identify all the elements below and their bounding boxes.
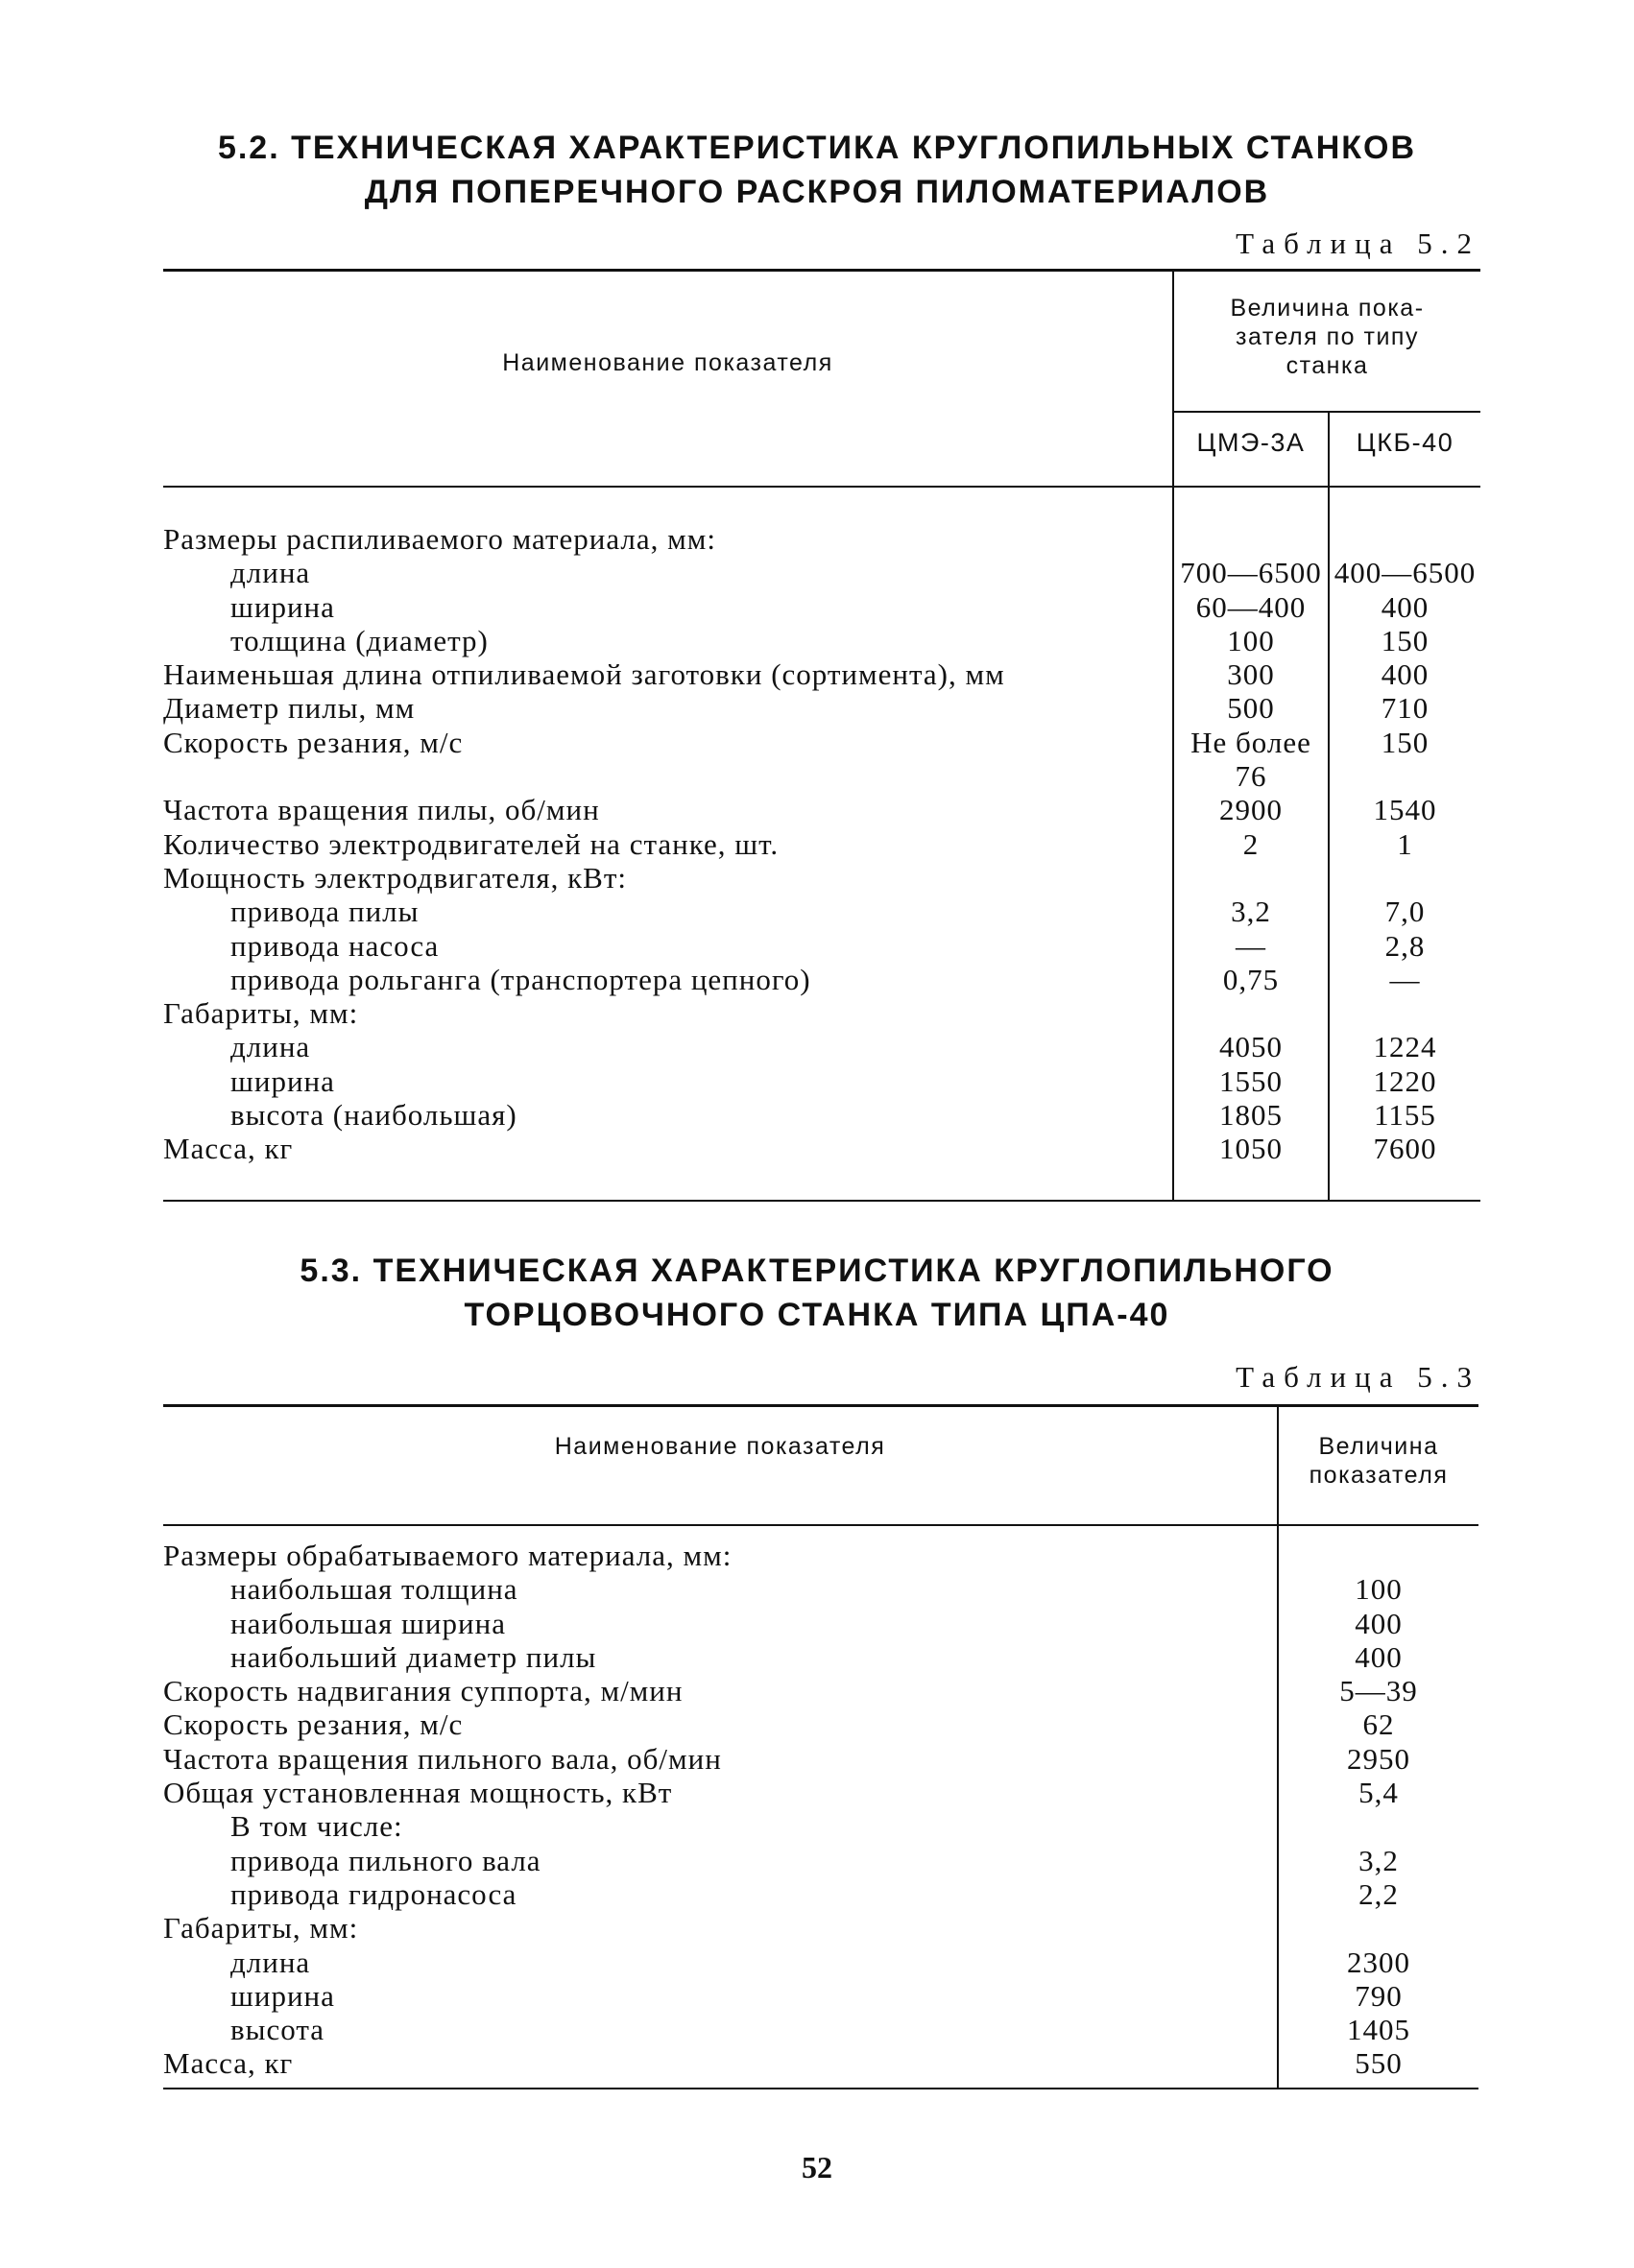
table-row [163, 1674, 1478, 1707]
row-label: Количество электродвигателей на станке, шт. [163, 826, 780, 861]
row-label: Скорость резания, м/с [163, 725, 464, 759]
row-value: 100 [1355, 1572, 1403, 1607]
row-label: привода пильного вала [230, 1843, 541, 1877]
row-value-cmz3a: 2 [1242, 826, 1260, 861]
row-value-cmz3a: — [1236, 928, 1266, 963]
table-52-header-value-line: зателя по типу [1236, 323, 1419, 350]
row-value-ckb40: 400 [1381, 657, 1430, 692]
table-row [163, 1098, 1480, 1132]
row-value: 400 [1355, 1639, 1403, 1674]
row-value-ckb40: 1224 [1373, 1030, 1437, 1064]
row-label: длина [230, 556, 311, 590]
row-label: привода рольганга (транспортера цепного) [230, 962, 811, 996]
table-row [163, 1844, 1478, 1877]
table-row [163, 624, 1480, 657]
row-label: Размеры обрабатываемого материала, мм: [163, 1539, 733, 1572]
table-row [163, 827, 1480, 861]
table-row [163, 1030, 1480, 1063]
table-row [163, 1707, 1478, 1741]
row-label: высота (наибольшая) [230, 1098, 517, 1133]
table-row [163, 759, 1480, 793]
row-label: наибольшая ширина [230, 1606, 506, 1640]
row-value-cmz3a: 100 [1227, 623, 1275, 657]
table-52-top-rule [163, 269, 1480, 272]
table-52-header-name: Наименование показателя [502, 349, 833, 376]
row-label: Наименьшая длина отпиливаемой заготовки (сортимента), мм [163, 657, 1005, 692]
row-value: 2950 [1347, 1741, 1410, 1776]
table-53-top-rule [163, 1404, 1478, 1407]
table-53-header-value [1279, 1432, 1478, 1490]
table-row [163, 861, 1480, 895]
row-value-ckb40: 2,8 [1384, 928, 1426, 963]
table-row [163, 726, 1480, 759]
table-row [163, 1809, 1478, 1843]
row-label: Частота вращения пильного вала, об/мин [163, 1741, 722, 1776]
table-row [163, 1132, 1480, 1165]
row-label: высота [230, 2013, 325, 2047]
section-52-heading-line2: ДЛЯ ПОПЕРЕЧНОГО РАСКРОЯ ПИЛОМАТЕРИАЛОВ [364, 174, 1270, 210]
row-value-cmz3a: 1050 [1219, 1132, 1283, 1166]
table-53-body [163, 1539, 1478, 2081]
row-value-ckb40: 1540 [1373, 793, 1437, 827]
row-label: длина [230, 1945, 311, 1979]
table-row [163, 522, 1480, 556]
table-52-header-value [1174, 294, 1480, 380]
section-53-heading-line1: 5.3. ТЕХНИЧЕСКАЯ ХАРАКТЕРИСТИКА КРУГЛОПИЛЬНОГО [300, 1253, 1334, 1289]
row-value-ckb40: 400—6500 [1334, 556, 1477, 590]
table-53-header-value-line: Величина [1318, 1433, 1439, 1460]
row-value-cmz3a: 1805 [1219, 1098, 1283, 1133]
row-value: 3,2 [1358, 1843, 1399, 1877]
row-value-cmz3a: 500 [1227, 691, 1275, 726]
row-value-cmz3a: 700—6500 [1180, 556, 1322, 590]
row-label: Скорость надвигания суппорта, м/мин [163, 1674, 684, 1708]
row-label: Габариты, мм: [163, 996, 359, 1031]
row-label: толщина (диаметр) [230, 623, 489, 657]
table-52-header-value-line: станка [1286, 352, 1369, 379]
row-label: Частота вращения пилы, об/мин [163, 793, 600, 827]
row-label: Масса, кг [163, 2046, 294, 2081]
table-row [163, 793, 1480, 826]
table-52-body [163, 522, 1480, 1166]
row-label: Скорость резания, м/с [163, 1707, 464, 1742]
table-53-header-bottom-rule [163, 1524, 1478, 1526]
row-label: Общая установленная мощность, кВт [163, 1776, 673, 1810]
table-row [163, 1911, 1478, 1945]
row-value-ckb40: 1 [1397, 826, 1413, 861]
row-label: Размеры распиливаемого материала, мм: [163, 522, 716, 556]
row-value-ckb40: 150 [1381, 725, 1430, 759]
row-value-cmz3a: 76 [1235, 759, 1267, 794]
row-label: ширина [230, 1063, 335, 1098]
row-value: 550 [1355, 2046, 1403, 2081]
table-row [163, 657, 1480, 691]
row-value-cmz3a: 300 [1227, 657, 1275, 692]
table-row [163, 1776, 1478, 1809]
table-row [163, 691, 1480, 725]
row-label: Габариты, мм: [163, 1911, 359, 1946]
row-label: наибольшая толщина [230, 1572, 518, 1607]
row-label: привода гидронасоса [230, 1876, 517, 1911]
table-52-header-bottom-rule [163, 486, 1480, 488]
row-value-cmz3a: 4050 [1219, 1030, 1283, 1064]
table-row [163, 1742, 1478, 1776]
table-row [163, 1877, 1478, 1911]
table-row [163, 1064, 1480, 1098]
row-value-cmz3a: Не более [1190, 725, 1311, 759]
row-value-cmz3a: 1550 [1219, 1063, 1283, 1098]
row-value-ckb40: 7600 [1373, 1132, 1437, 1166]
row-value: 1405 [1347, 2013, 1410, 2047]
row-value: 2300 [1347, 1945, 1410, 1979]
row-label: Масса, кг [163, 1132, 294, 1166]
table-row [163, 895, 1480, 928]
table-row [163, 929, 1480, 963]
row-value: 400 [1355, 1606, 1403, 1640]
row-value-ckb40: 400 [1381, 589, 1430, 624]
section-53-heading-line2: ТОРЦОВОЧНОГО СТАНКА ТИПА ЦПА-40 [464, 1297, 1170, 1333]
row-value-ckb40: — [1389, 962, 1421, 996]
table-53-header-name: Наименование показателя [554, 1433, 886, 1460]
section-52-heading-line1: 5.2. ТЕХНИЧЕСКАЯ ХАРАКТЕРИСТИКА КРУГЛОПИЛЬНЫХ СТАНКОВ [217, 130, 1417, 166]
table-53-header-value-line: показателя [1309, 1462, 1449, 1489]
row-value-cmz3a: 2900 [1219, 793, 1283, 827]
page-number: 52 [802, 2150, 832, 2184]
row-value-ckb40: 1155 [1374, 1098, 1436, 1133]
row-label: привода насоса [230, 928, 440, 963]
table-53-caption: Таблица 5.3 [1236, 1360, 1480, 1394]
table-row [163, 1607, 1478, 1640]
row-label: длина [230, 1030, 311, 1064]
table-row [163, 2046, 1478, 2080]
row-value-cmz3a: 0,75 [1222, 962, 1280, 996]
row-label: В том числе: [230, 1809, 403, 1844]
table-row [163, 1979, 1478, 2013]
row-value-ckb40: 710 [1381, 691, 1430, 726]
table-53-bottom-rule [163, 2088, 1478, 2089]
table-row [163, 590, 1480, 624]
table-row [163, 2013, 1478, 2046]
row-label: ширина [230, 1978, 335, 2013]
row-label: Диаметр пилы, мм [163, 691, 416, 726]
table-row [163, 963, 1480, 996]
table-row [163, 1572, 1478, 1606]
row-label: привода пилы [230, 895, 420, 929]
row-value-cmz3a: 3,2 [1231, 895, 1271, 929]
table-row [163, 1539, 1478, 1572]
row-label: ширина [230, 589, 335, 624]
table-52-caption: Таблица 5.2 [1236, 227, 1480, 260]
row-value: 2,2 [1358, 1876, 1399, 1911]
row-value-cmz3a: 60—400 [1195, 589, 1307, 624]
row-label: наибольший диаметр пилы [230, 1639, 597, 1674]
table-52-header-col1: ЦМЭ-3А [1196, 428, 1306, 457]
table-row [163, 996, 1480, 1030]
table-row [163, 1640, 1478, 1674]
table-52-header-value-line: Величина пока- [1230, 295, 1425, 322]
row-value: 5,4 [1358, 1776, 1399, 1810]
table-52-bottom-rule [163, 1200, 1480, 1202]
row-value: 62 [1362, 1707, 1395, 1742]
table-52-header-col2: ЦКБ-40 [1356, 428, 1454, 457]
row-value: 5—39 [1339, 1674, 1418, 1708]
row-value-ckb40: 7,0 [1384, 895, 1426, 929]
row-value: 790 [1355, 1978, 1403, 2013]
table-row [163, 556, 1480, 589]
row-label: Мощность электродвигателя, кВт: [163, 860, 627, 895]
row-value-ckb40: 1220 [1373, 1063, 1437, 1098]
table-row [163, 1946, 1478, 1979]
row-value-ckb40: 150 [1381, 623, 1430, 657]
